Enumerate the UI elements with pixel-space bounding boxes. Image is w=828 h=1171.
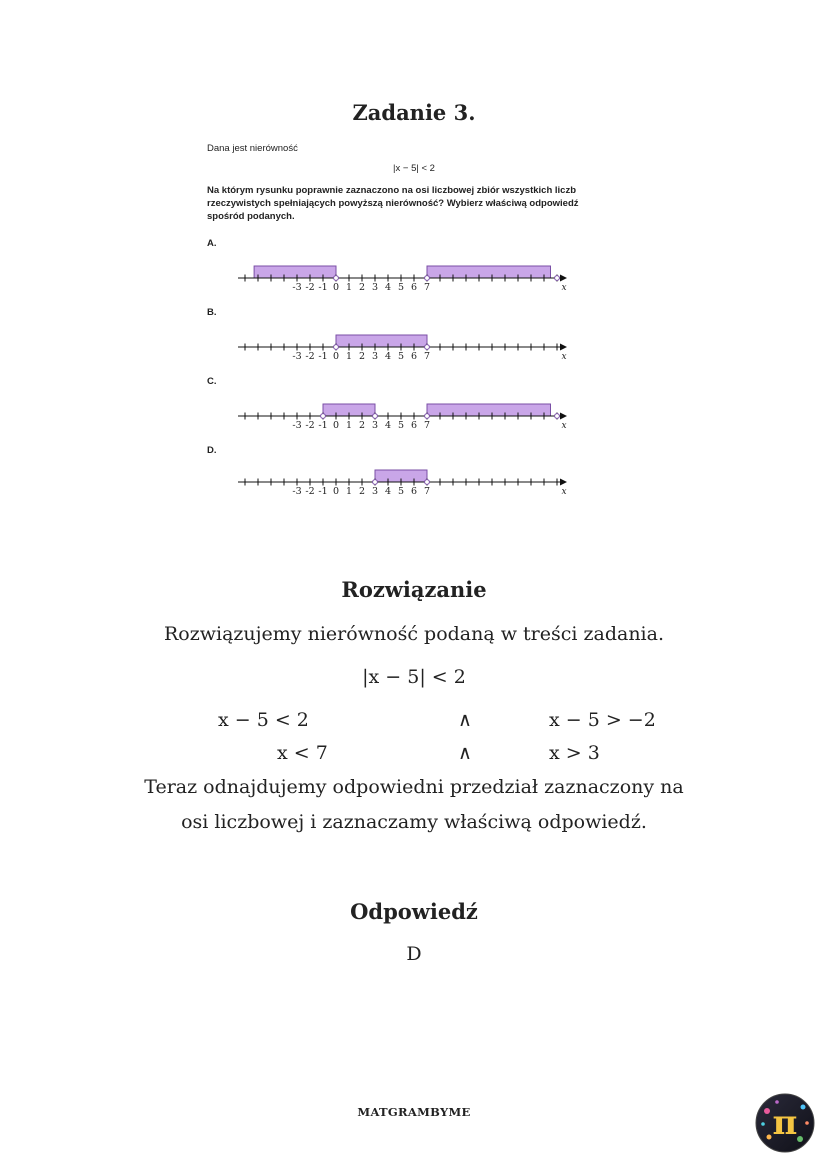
option-b-label[interactable]: B. bbox=[207, 307, 217, 318]
tick-label: -3 bbox=[292, 420, 302, 431]
open-endpoint bbox=[555, 414, 560, 419]
axis-variable-label: x bbox=[561, 352, 567, 362]
tick-label: -2 bbox=[305, 420, 315, 431]
axis-arrow bbox=[560, 275, 567, 282]
tick-label: -2 bbox=[305, 282, 315, 293]
footer-brand: MATGRAMBYME bbox=[357, 1105, 471, 1119]
open-endpoint bbox=[321, 414, 326, 419]
open-endpoint bbox=[425, 345, 430, 350]
tick-label: 0 bbox=[332, 420, 340, 431]
tick-label: 6 bbox=[410, 486, 418, 497]
tick-label: 7 bbox=[423, 282, 431, 293]
tick-label: 3 bbox=[371, 282, 379, 293]
tick-label: 0 bbox=[332, 282, 340, 293]
tick-label: -2 bbox=[305, 351, 315, 362]
tick-label: 0 bbox=[332, 486, 340, 497]
tick-label: 0 bbox=[332, 351, 340, 362]
tick-label: -1 bbox=[318, 282, 328, 293]
open-endpoint bbox=[425, 480, 430, 485]
number-line-c[interactable] bbox=[230, 400, 575, 436]
row1-left: x − 5 < 2 bbox=[218, 709, 309, 731]
row1-right: x − 5 > −2 bbox=[549, 709, 656, 731]
tick-label: -3 bbox=[292, 282, 302, 293]
number-line-a[interactable] bbox=[230, 262, 575, 298]
open-endpoint bbox=[425, 276, 430, 281]
row2-left: x < 7 bbox=[277, 742, 328, 764]
tick-label: 7 bbox=[423, 486, 431, 497]
row2-op: ∧ bbox=[458, 742, 472, 764]
tick-label: 3 bbox=[371, 420, 379, 431]
tick-label: 3 bbox=[371, 351, 379, 362]
interval-bar bbox=[427, 404, 551, 416]
tick-label: 3 bbox=[371, 486, 379, 497]
tick-label: -2 bbox=[305, 486, 315, 497]
axis-arrow bbox=[560, 413, 567, 420]
solution-line1: Teraz odnajdujemy odpowiedni przedział zaznaczony na bbox=[144, 776, 684, 798]
task-question-line: spośród podanych. bbox=[207, 211, 295, 222]
tick-label: 5 bbox=[397, 282, 405, 293]
row1-op: ∧ bbox=[458, 709, 472, 731]
tick-label: 4 bbox=[384, 351, 392, 362]
tick-label: 6 bbox=[410, 351, 418, 362]
main-inequality: |x − 5| < 2 bbox=[362, 666, 466, 688]
number-line-b[interactable] bbox=[230, 331, 575, 367]
tick-label: 1 bbox=[345, 486, 353, 497]
solution-heading: Rozwiązanie bbox=[341, 577, 487, 602]
tick-label: 2 bbox=[358, 486, 366, 497]
axis-arrow bbox=[560, 479, 567, 486]
solution-line2: osi liczbowej i zaznaczamy właściwą odpowiedź. bbox=[181, 811, 647, 833]
interval-bar bbox=[427, 266, 551, 278]
tick-label: -3 bbox=[292, 351, 302, 362]
answer-value: D bbox=[406, 943, 422, 965]
task-question-line: rzeczywistych spełniających powyższą nierówność? Wybierz właściwą odpowiedź bbox=[207, 198, 579, 209]
tick-label: 1 bbox=[345, 282, 353, 293]
task-question-line: Na którym rysunku poprawnie zaznaczono na osi liczbowej zbiór wszystkich liczb bbox=[207, 185, 577, 196]
open-endpoint bbox=[373, 480, 378, 485]
open-endpoint bbox=[334, 345, 339, 350]
tick-label: 5 bbox=[397, 351, 405, 362]
tick-label: 2 bbox=[358, 282, 366, 293]
tick-label: 4 bbox=[384, 486, 392, 497]
open-endpoint bbox=[373, 414, 378, 419]
tick-label: 6 bbox=[410, 420, 418, 431]
axis-variable-label: x bbox=[561, 283, 567, 293]
tick-label: -1 bbox=[318, 351, 328, 362]
option-a-label[interactable]: A. bbox=[207, 238, 217, 249]
tick-label: 1 bbox=[345, 420, 353, 431]
solution-intro: Rozwiązujemy nierówność podaną w treści zadania. bbox=[163, 623, 665, 645]
tick-label: 6 bbox=[410, 282, 418, 293]
tick-label: -1 bbox=[318, 486, 328, 497]
task-intro: Dana jest nierówność bbox=[207, 143, 298, 154]
option-d-label[interactable]: D. bbox=[207, 445, 217, 456]
open-endpoint bbox=[555, 276, 560, 281]
tick-label: 4 bbox=[384, 282, 392, 293]
svg-text:π: π bbox=[772, 1103, 798, 1143]
open-endpoint bbox=[425, 414, 430, 419]
tick-label: 4 bbox=[384, 420, 392, 431]
tick-label: 7 bbox=[423, 351, 431, 362]
tick-label: 2 bbox=[358, 351, 366, 362]
option-c-label[interactable]: C. bbox=[207, 376, 217, 387]
interval-bar bbox=[254, 266, 336, 278]
axis-arrow bbox=[560, 344, 567, 351]
axis-variable-label: x bbox=[561, 487, 567, 497]
task-title: Zadanie 3. bbox=[352, 100, 476, 125]
tick-label: -1 bbox=[318, 420, 328, 431]
open-endpoint bbox=[334, 276, 339, 281]
row2-right: x > 3 bbox=[549, 742, 600, 764]
tick-label: -3 bbox=[292, 486, 302, 497]
tick-label: 2 bbox=[358, 420, 366, 431]
tick-label: 5 bbox=[397, 420, 405, 431]
axis-variable-label: x bbox=[561, 421, 567, 431]
answer-heading: Odpowiedź bbox=[350, 899, 478, 924]
tick-label: 5 bbox=[397, 486, 405, 497]
task-question bbox=[207, 184, 637, 223]
number-line-d[interactable] bbox=[230, 466, 575, 502]
interval-bar bbox=[336, 335, 427, 347]
tick-label: 7 bbox=[423, 420, 431, 431]
pi-logo-icon bbox=[755, 1093, 815, 1153]
tick-label: 1 bbox=[345, 351, 353, 362]
task-inequality: |x − 5| < 2 bbox=[393, 163, 435, 174]
